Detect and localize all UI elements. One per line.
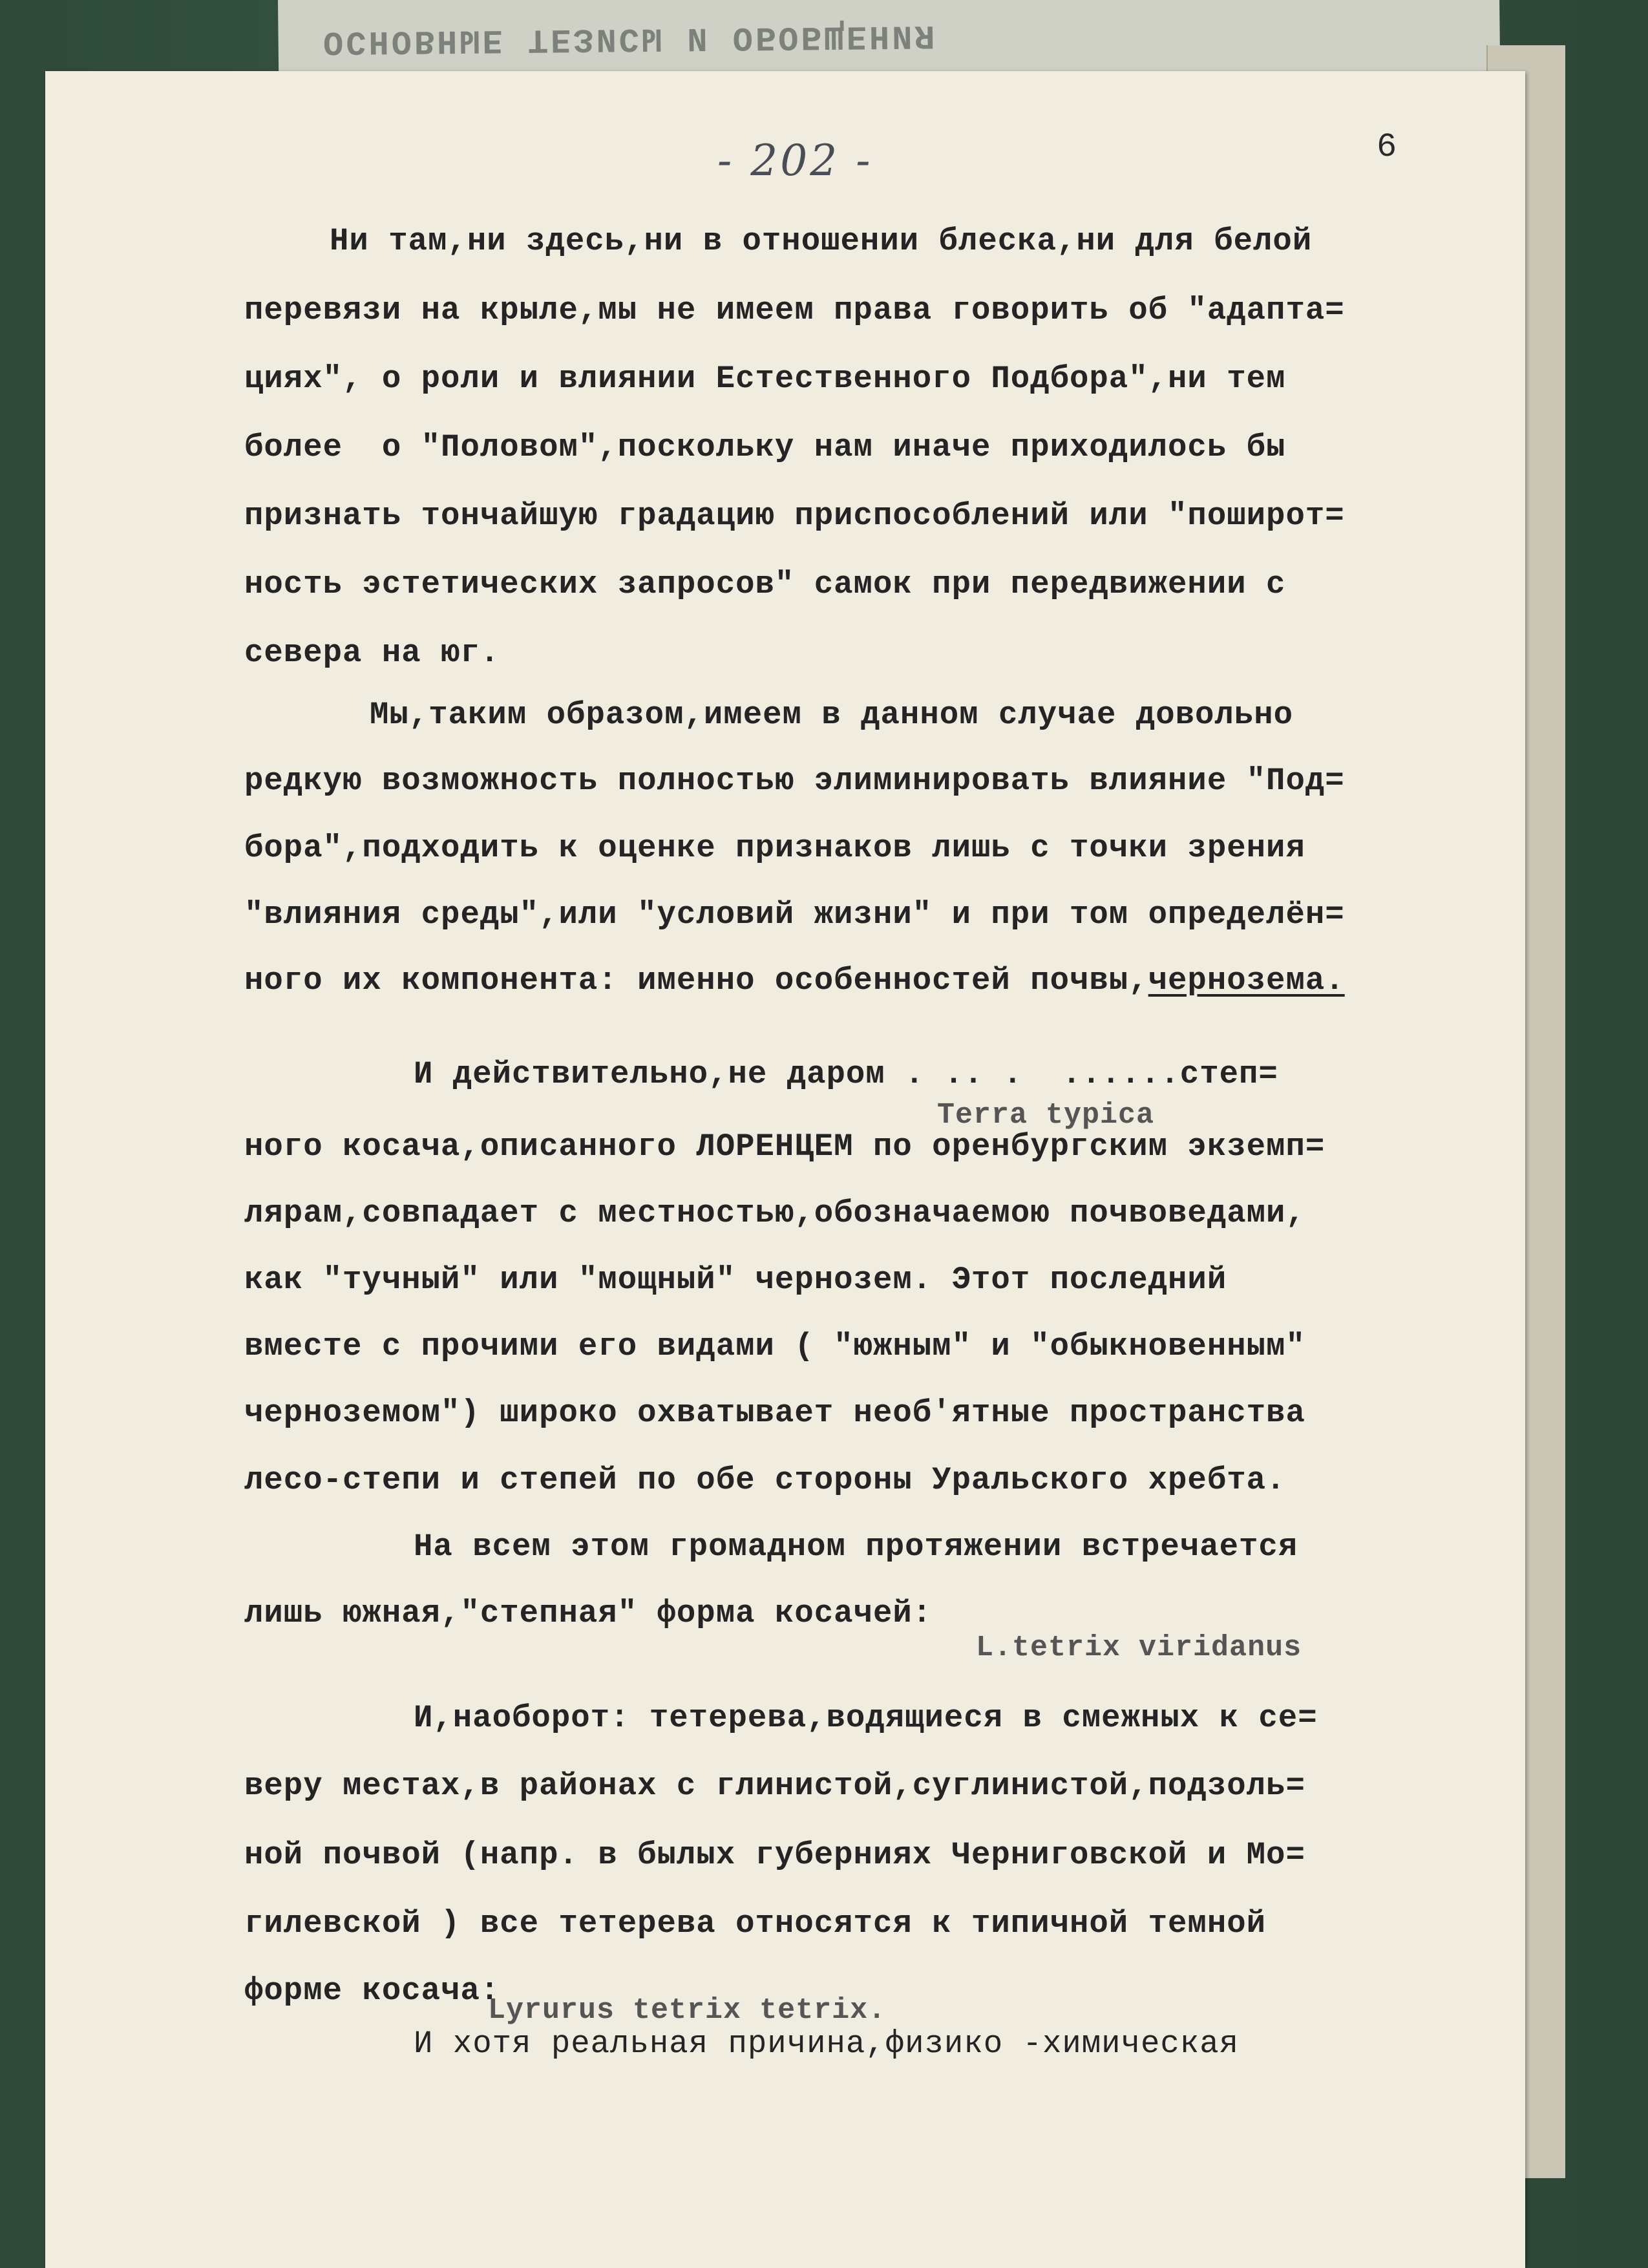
text-line: севера на юг. [244, 635, 500, 671]
text-line: лесо-степи и степей по обе стороны Уральского хребта. [244, 1462, 1286, 1498]
insert-viridanus: L.tetrix viridanus [976, 1631, 1302, 1664]
text-line: циях", о роли и влиянии Естественного Подбора",ни тем [244, 361, 1286, 397]
text-line: веру местах,в районах с глинистой,суглинистой,подзоль= [244, 1768, 1305, 1804]
text-line: редкую возможность полностью элиминировать влияние "Под= [244, 763, 1345, 799]
text-line: лишь южная,"степная" форма косачей: [244, 1595, 933, 1631]
text-line: перевязи на крыле,мы не имеем права говорить об "адапта= [244, 292, 1345, 328]
text-line: бора",подходить к оценке признаков лишь с точки зрения [244, 830, 1305, 866]
text-line: вместе с прочими его видами ( "южным" и "обыкновенным" [244, 1328, 1305, 1364]
text-line: как "тучный" или "мощный" чернозем. Этот последний [244, 1262, 1227, 1298]
text-line: форме косача: [244, 1973, 500, 2009]
text-line: черноземом") широко охватывает необ'ятные пространства [244, 1395, 1305, 1431]
text-line: И хотя реальная причина,физико -химическая [414, 2026, 1240, 2062]
underlined-word: чернозема. [1148, 962, 1345, 999]
insert-terra-typica: Terra typica [937, 1099, 1155, 1132]
text-line: "влияния среды",или "условий жизни" и при том определён= [244, 896, 1345, 933]
text-line: ного косача,описанного ЛОРЕНЦЕМ по оренбургским экземп= [244, 1129, 1326, 1165]
text-line: признать тончайшую градацию приспособлений или "поширот= [244, 498, 1345, 534]
text-line: более о "Половом",поскольку нам иначе приходилось бы [244, 429, 1286, 465]
underlying-sheet-heading: ОСНОВНЫЕ ТЕЗИСЫ И ОБОБЩЕНИЯ [322, 16, 938, 61]
text-line [244, 962, 1345, 999]
text-line: ной почвой (напр. в былых губерниях Черниговской и Мо= [244, 1837, 1305, 1873]
text-line: лярам,совпадает с местностью,обозначаемою почвоведами, [244, 1195, 1305, 1231]
insert-tetrix: Lyrurus tetrix tetrix. [488, 1994, 887, 2027]
text-line: гилевской ) все тетерева относятся к типичной темной [244, 1905, 1267, 1942]
text-line: На всем этом громадном протяжении встречается [414, 1529, 1298, 1565]
text-line: И,наоборот: тетерева,водящиеся в смежных к се= [414, 1700, 1318, 1736]
text-line: ность эстетических запросов" самок при передвижении с [244, 566, 1286, 602]
handwritten-page-number: - 202 - [717, 136, 873, 185]
text-line: И действительно,не даром . .. . ......степ= [414, 1056, 1278, 1092]
line-start: ного их компонента: именно особенностей почвы, [244, 962, 1148, 999]
text-line: Ни там,ни здесь,ни в отношении блеска,ни для белой [330, 223, 1313, 259]
text-line: Мы,таким образом,имеем в данном случае довольно [370, 697, 1294, 733]
page-number: 6 [1377, 128, 1397, 166]
